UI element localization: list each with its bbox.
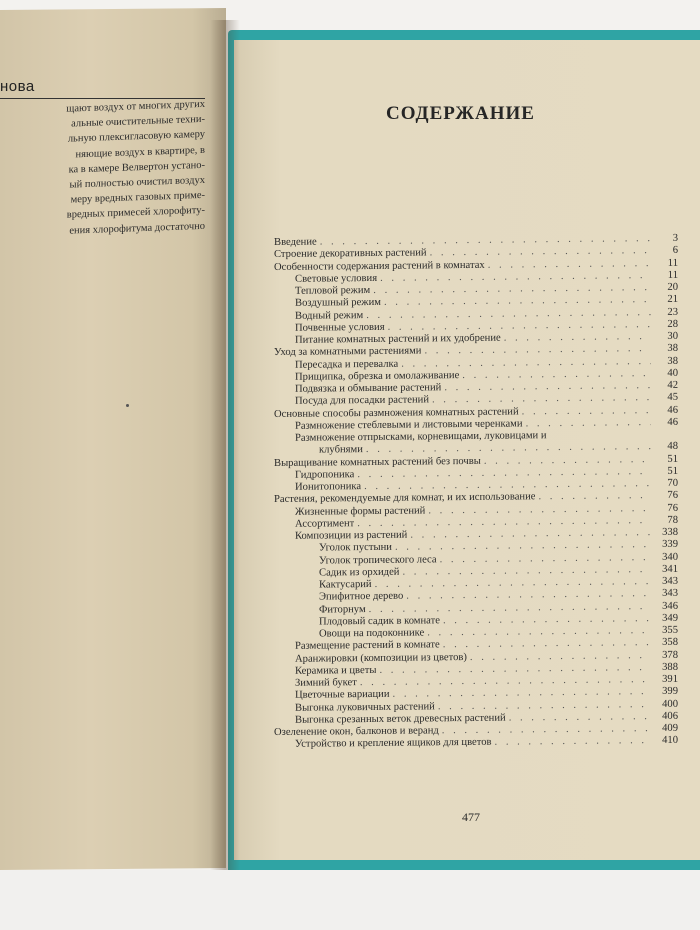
toc-entry-title: Растения, рекомендуемые для комнат, и их использование xyxy=(274,491,536,506)
background-surface xyxy=(0,870,700,930)
toc-entry-page: 343 xyxy=(662,588,678,600)
toc-entry-page: 46 xyxy=(667,416,678,428)
left-text-line: альные очистительные техни- xyxy=(71,114,205,130)
toc-entry-page: 338 xyxy=(662,526,678,538)
toc-entry-title: Воздушный режим xyxy=(295,297,381,310)
left-running-head: нова xyxy=(0,78,35,95)
left-text-line: меру вредных газовых приме- xyxy=(70,190,205,206)
toc-entry-page: 23 xyxy=(667,306,678,318)
toc-entry-title: Почвенные условия xyxy=(295,321,385,334)
toc-entry-page: 28 xyxy=(667,318,678,330)
toc-entry-title: Подвязка и обмывание растений xyxy=(295,382,442,395)
toc-entry-page: 20 xyxy=(667,281,678,293)
toc-entry-page: 30 xyxy=(667,330,678,342)
toc-entry-page: 358 xyxy=(662,637,678,649)
toc-entry-page: 355 xyxy=(662,624,678,636)
page-number: 477 xyxy=(462,810,480,824)
left-text-line: ый полностью очистил воздух xyxy=(69,174,205,191)
toc-entry-title: Пересадка и перевалка xyxy=(295,358,399,371)
toc-entry-page: 21 xyxy=(667,294,678,306)
toc-entry-page: 76 xyxy=(667,490,678,502)
toc-entry-page: 6 xyxy=(672,245,678,257)
toc-entry-title: Устройство и крепление ящиков для цветов xyxy=(295,736,492,751)
left-text-line: льную плексигласовую камеру xyxy=(67,129,205,146)
left-text-line: вредных примесей хлорофиту- xyxy=(66,205,205,222)
toc-entry-page: 42 xyxy=(667,379,678,391)
toc-entry-title: Размножение отпрысками, корневищами, луковицами и xyxy=(295,430,547,444)
toc-entry-title: Ионитопоника xyxy=(295,481,362,493)
toc-entry-page: 410 xyxy=(662,735,678,747)
toc-entry-page: 349 xyxy=(662,612,678,624)
toc-entry-page: 400 xyxy=(662,698,678,710)
toc-entry-page: 406 xyxy=(662,710,678,722)
toc-entry-page: 11 xyxy=(667,257,678,269)
toc-title: СОДЕРЖАНИЕ xyxy=(386,103,535,124)
toc-entry-title: Зимний букет xyxy=(295,677,357,689)
toc-entry-title: Уголок пустыни xyxy=(319,542,392,554)
book-spine xyxy=(210,20,240,870)
toc-entry-page: 378 xyxy=(662,649,678,661)
toc-entry-title: Размножение стеблевыми и листовыми черенками xyxy=(295,418,523,432)
toc-entry-title: Уголок тропического леса xyxy=(319,553,437,567)
toc-entry-page: 48 xyxy=(667,441,678,453)
toc-entry-title: Гидропоника xyxy=(295,468,355,481)
toc-entry-page: 76 xyxy=(667,502,678,514)
toc-entry-title: Озеленение окон, балконов и веранд xyxy=(274,725,439,738)
left-text-line: ка в камере Велвертон устано- xyxy=(68,159,205,176)
toc-entry-title: Строение декоративных растений xyxy=(274,247,427,261)
left-text-line: щают воздух от многих других xyxy=(66,98,205,115)
toc-entry-title: Композиции из растений xyxy=(295,529,408,542)
toc-entry-title: Овощи на подоконнике xyxy=(319,627,425,640)
toc-entry-page: 51 xyxy=(667,465,678,477)
toc-entry-title: Особенности содержания растений в комнатах xyxy=(274,259,485,273)
toc-entry-title: Керамика и цветы xyxy=(295,664,377,677)
toc-entry-title: Цветочные вариации xyxy=(295,689,390,702)
toc-entry-page: 341 xyxy=(662,563,678,575)
toc-entry-title: Выгонка луковичных растений xyxy=(295,700,435,714)
toc-entry-page: 40 xyxy=(667,367,678,379)
toc-entry-title: Питание комнатных растений и их удобрение xyxy=(295,332,501,346)
toc-entry-title: Размещение растений в комнате xyxy=(295,639,440,653)
toc-entry-title: Садик из орхидей xyxy=(319,566,400,579)
toc-entry-title: Посуда для посадки растений xyxy=(295,394,429,408)
toc-entry-page: 346 xyxy=(662,600,678,612)
toc-entry-page: 388 xyxy=(662,661,678,673)
toc-entry-page: 339 xyxy=(662,539,678,551)
toc-entry-title: Уход за комнатными растениями xyxy=(274,345,422,359)
left-text-line: ения хлорофитума достаточно xyxy=(69,220,205,237)
toc-entry-title: Эпифитное дерево xyxy=(319,590,404,603)
toc-entry-title: Световые условия xyxy=(295,272,378,285)
toc-entry-title: Фиторнум xyxy=(319,603,366,616)
toc-leader-dots xyxy=(538,490,651,503)
ink-speck xyxy=(126,404,129,407)
toc-entry-title: Аранжировки (композиции из цветов) xyxy=(295,651,467,665)
toc-entry-page: 70 xyxy=(667,477,678,489)
toc-entry-page: 11 xyxy=(667,269,678,281)
toc-entry-page: 3 xyxy=(672,232,678,244)
toc-entry-title: Прищипка, обрезка и омолаживание xyxy=(295,369,460,383)
toc-entry-title: Основные способы размножения комнатных растений xyxy=(274,405,519,420)
toc-leader-dots xyxy=(495,735,651,749)
toc-entry-title: Плодовый садик в комнате xyxy=(319,615,440,628)
toc-entry-page: 399 xyxy=(662,686,678,698)
table-of-contents xyxy=(274,233,678,752)
toc-entry-page: 38 xyxy=(667,343,678,355)
toc-entry-title: Тепловой режим xyxy=(295,284,371,297)
toc-entry-title: Выгонка срезанных веток древесных растений xyxy=(295,712,506,726)
toc-entry-page: 38 xyxy=(667,355,678,367)
toc-entry-page: 409 xyxy=(662,722,678,734)
toc-entry-title: клубнями xyxy=(319,444,363,456)
toc-entry-page: 78 xyxy=(667,514,678,526)
toc-entry-page: 391 xyxy=(662,673,678,685)
toc-entry-title: Выращивание комнатных растений без почвы xyxy=(274,455,481,469)
toc-entry-page: 343 xyxy=(662,575,678,587)
left-page-text xyxy=(0,97,205,241)
toc-entry-page: 340 xyxy=(662,551,678,563)
toc-entry-title: Введение xyxy=(274,236,317,248)
left-text-line: няющие воздух в квартире, в xyxy=(75,144,205,160)
toc-entry-title: Водный режим xyxy=(295,309,364,322)
toc-entry-title: Кактусарий xyxy=(319,578,372,591)
toc-entry-page: 51 xyxy=(667,453,678,465)
toc-entry-title: Жизненные формы растений xyxy=(295,504,426,518)
toc-entry-title: Ассортимент xyxy=(295,517,355,530)
toc-entry-page: 46 xyxy=(667,404,678,416)
toc-entry-page: 45 xyxy=(667,392,678,404)
